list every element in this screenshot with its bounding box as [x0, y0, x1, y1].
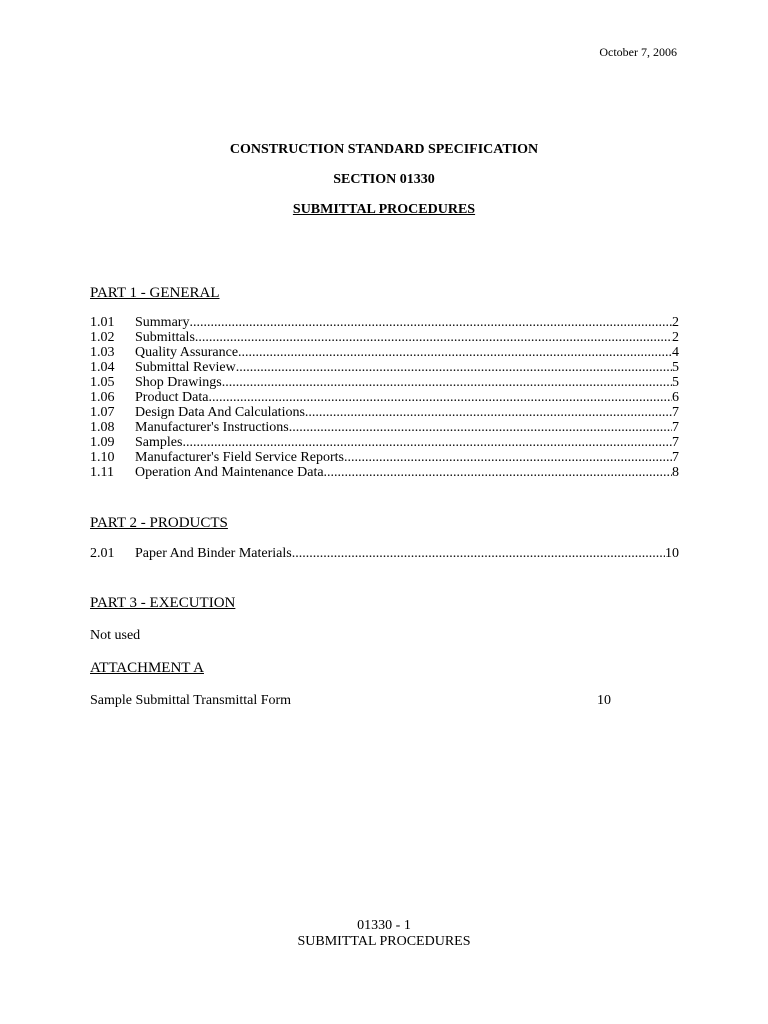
toc-leader	[324, 465, 672, 480]
toc-title: Samples	[135, 435, 183, 450]
toc-title: Manufacturer's Field Service Reports	[135, 450, 344, 465]
part3-text: Not used	[90, 628, 141, 643]
toc-number: 1.11	[90, 465, 114, 480]
toc-page: 5	[672, 375, 679, 390]
toc-title: Paper And Binder Materials	[135, 546, 292, 561]
toc-number: 1.02	[90, 330, 115, 345]
toc-number: 1.07	[90, 405, 115, 420]
toc-number: 1.08	[90, 420, 115, 435]
part1-heading: PART 1 - GENERAL	[90, 285, 220, 301]
toc-row	[90, 435, 679, 450]
toc-row	[90, 405, 679, 420]
toc-leader	[238, 345, 672, 360]
toc-page: 7	[672, 405, 679, 420]
toc-number: 1.01	[90, 315, 115, 330]
part3-heading: PART 3 - EXECUTION	[90, 595, 236, 611]
toc-title: Operation And Maintenance Data	[135, 465, 324, 480]
toc-title: Product Data	[135, 390, 209, 405]
toc-number: 1.10	[90, 450, 115, 465]
part2-heading: PART 2 - PRODUCTS	[90, 515, 228, 531]
toc-row	[90, 375, 679, 390]
attachment-title: Sample Submittal Transmittal Form	[90, 693, 292, 708]
toc-title: Submittal Review	[135, 360, 236, 375]
toc-page: 2	[672, 330, 679, 345]
toc-leader	[305, 405, 672, 420]
toc-title: Summary	[135, 315, 190, 330]
footer-title: SUBMITTAL PROCEDURES	[297, 934, 471, 949]
toc-page: 5	[672, 360, 679, 375]
toc-number: 2.01	[90, 546, 115, 561]
toc-leader	[236, 360, 672, 375]
toc-leader	[208, 390, 672, 405]
toc-page: 7	[672, 420, 679, 435]
toc-leader	[182, 435, 672, 450]
part2-toc	[90, 546, 679, 561]
toc-leader	[195, 330, 672, 345]
toc-leader	[289, 420, 672, 435]
toc-row	[90, 546, 679, 561]
toc-number: 1.03	[90, 345, 115, 360]
toc-leader	[344, 450, 672, 465]
toc-number: 1.05	[90, 375, 115, 390]
toc-title: Quality Assurance	[135, 345, 239, 360]
toc-row	[90, 360, 679, 375]
toc-title: Design Data And Calculations	[135, 405, 305, 420]
toc-number: 1.06	[90, 390, 115, 405]
toc-leader	[222, 375, 672, 390]
toc-row	[90, 315, 679, 330]
toc-page: 10	[665, 546, 679, 561]
footer-page-id: 01330 - 1	[357, 918, 411, 933]
toc-leader	[292, 546, 665, 561]
toc-number: 1.04	[90, 360, 115, 375]
toc-page: 8	[672, 465, 679, 480]
toc-row	[90, 420, 679, 435]
toc-page: 2	[672, 315, 679, 330]
attachment-page: 10	[597, 693, 611, 708]
document-date: October 7, 2006	[599, 45, 677, 59]
toc-row	[90, 345, 679, 360]
toc-row	[90, 390, 679, 405]
toc-title: Manufacturer's Instructions	[135, 420, 289, 435]
toc-title: Shop Drawings	[135, 375, 222, 390]
spec-title: CONSTRUCTION STANDARD SPECIFICATION	[229, 142, 539, 157]
toc-leader	[189, 315, 672, 330]
section-number: SECTION 01330	[333, 172, 435, 187]
toc-page: 7	[672, 435, 679, 450]
toc-page: 4	[672, 345, 679, 360]
toc-row	[90, 450, 679, 465]
toc-page: 6	[672, 390, 679, 405]
part1-toc	[90, 315, 679, 480]
toc-title: Submittals	[135, 330, 195, 345]
toc-page: 7	[672, 450, 679, 465]
section-title: SUBMITTAL PROCEDURES	[292, 202, 476, 217]
attachment-heading: ATTACHMENT A	[90, 660, 204, 676]
toc-row	[90, 465, 679, 480]
toc-number: 1.09	[90, 435, 115, 450]
toc-row	[90, 330, 679, 345]
